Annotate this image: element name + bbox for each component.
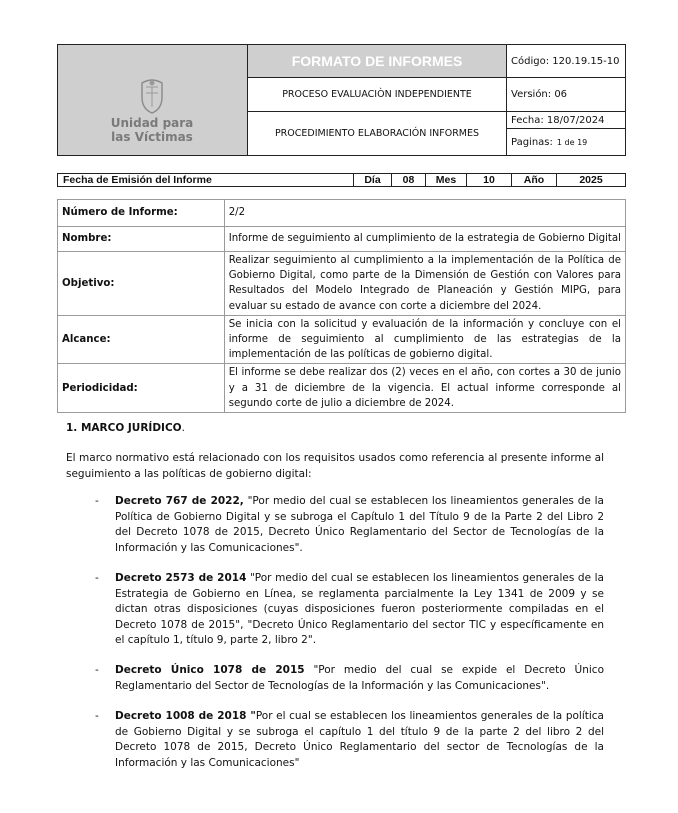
- section-title: 1. MARCO JURÍDICO: [66, 422, 182, 434]
- bullet-title: Decreto 2573 de 2014: [115, 572, 247, 584]
- name-value: Informe de seguimiento al cumplimiento de la estrategia de Gobierno Digital: [224, 227, 625, 252]
- year-value: 2025: [579, 174, 603, 186]
- table-row: [58, 364, 626, 413]
- bullet-title: Decreto 1008 de 2018 ": [115, 710, 256, 722]
- format-title: FORMATO DE INFORMES: [248, 45, 506, 78]
- logo-text: [58, 116, 246, 144]
- procedure-name: PROCEDIMIENTO ELABORACIÓN INFORMES: [274, 128, 480, 139]
- pages-value: 1 de 19: [556, 137, 588, 147]
- report-info-table: [57, 199, 626, 413]
- logo-text-line1: Unidad para: [110, 116, 194, 130]
- process-name: PROCESO EVALUACIÒN INDEPENDIENTE: [248, 78, 506, 112]
- day-value: 08: [392, 174, 426, 186]
- logo-cell: [58, 45, 248, 155]
- document-date: Fecha: 18/07/2024: [507, 112, 625, 129]
- document-pages: [507, 129, 625, 155]
- emission-label: Fecha de Emisión del Informe: [58, 174, 354, 186]
- bullet-dash: -: [95, 664, 99, 676]
- month-label: Mes: [426, 174, 467, 186]
- day-label: Día: [354, 174, 392, 186]
- bullet-dash: -: [95, 572, 99, 584]
- bullet-text: Por el cual se establecen los lineamientos generales de la política de Gobierno Digital y se subroga el capítulo 1 del título 9 de la parte 2 del libro 2 del Decreto 1078 de 2015, Decreto Único Reglamentario del sector de Tecnologías de la Información y las Comunicaciones": [115, 710, 604, 769]
- document-header: [57, 44, 626, 156]
- table-row: [58, 252, 626, 316]
- table-row: [58, 315, 626, 364]
- objective-value: Realizar seguimiento al cumplimiento a la implementación de la Política de Gobierno Digital, como parte de la Dimensión de Gestión con Valores para Resultados del Modelo Integrado de Planeación y Gestión MIPG, para evaluar su estado de avance con corte a diciembre del 2024.: [224, 252, 625, 316]
- section-heading: [66, 422, 185, 434]
- bullet-text: "Por medio del cual se establecen los lineamientos generales de la Política de Gobierno Digital y se subroga el Capítulo 1 del Título 9 de la Parte 2 del Libro 2 del Decreto 1078 de 2015, Decreto Único Reglamentario del Sector de Tecnologías de la Información y las Comunicaciones".: [115, 495, 604, 554]
- document-version: Versión: 06: [507, 78, 625, 112]
- document-code: Código: 120.19.15-10: [507, 45, 625, 78]
- bullet-text: "Por medio del cual se expide el Decreto Único Reglamentario del Sector de Tecnologías de la Información y las Comunicaciones".: [115, 664, 604, 692]
- logo-text-line2: las Víctimas: [111, 130, 193, 144]
- coat-of-arms-icon: [138, 79, 166, 115]
- report-number-value: 2/2: [224, 200, 625, 227]
- table-row: [58, 200, 626, 227]
- bullet-title: Decreto Único 1078 de 2015: [115, 664, 305, 676]
- emission-date-row: [57, 173, 626, 187]
- pages-label: Paginas:: [511, 136, 553, 148]
- section-title-period: .: [181, 422, 185, 434]
- bullet-text: "Por medio del cual se establecen los lineamientos generales de la Estrategia de Gobierno en Línea, se reglamenta parcialmente la Ley 1341 de 2009 y se dictan otras disposiciones (cuyas disposiciones fueron posteriormente compiladas en el Decreto 1078 de 2015", "Decreto Único Reglamentario del sector TIC y específicamente en el capítulo 1, título 9, parte 2, libro 2".: [115, 572, 604, 646]
- section-intro: El marco normativo está relacionado con los requisitos usados como referencia al presente informe al seguimiento a las políticas de gobierno digital:: [66, 452, 604, 480]
- bullet-title: Decreto 767 de 2022,: [115, 495, 244, 507]
- year-label: Año: [512, 174, 557, 186]
- periodicity-value: El informe se debe realizar dos (2) veces en el año, con cortes a 30 de junio y a 31 de diciembre de la vigencia. El actual informe corresponde al segundo corte de julio a diciembre de 2024.: [224, 364, 625, 413]
- table-row: [58, 227, 626, 252]
- periodicity-label: Periodicidad:: [58, 364, 225, 413]
- scope-label: Alcance:: [58, 315, 225, 364]
- objective-label: Objetivo:: [58, 252, 225, 316]
- name-label: Nombre:: [58, 227, 225, 252]
- scope-value: Se inicia con la solicitud y evaluación de la información y concluye con el informe de seguimiento al cumplimiento de las estrategias de la implementación de las políticas de gobierno digital.: [224, 315, 625, 364]
- bullet-dash: -: [95, 710, 99, 722]
- month-value: 10: [467, 174, 512, 186]
- report-number-label: Número de Informe:: [58, 200, 225, 227]
- bullet-dash: -: [95, 495, 99, 507]
